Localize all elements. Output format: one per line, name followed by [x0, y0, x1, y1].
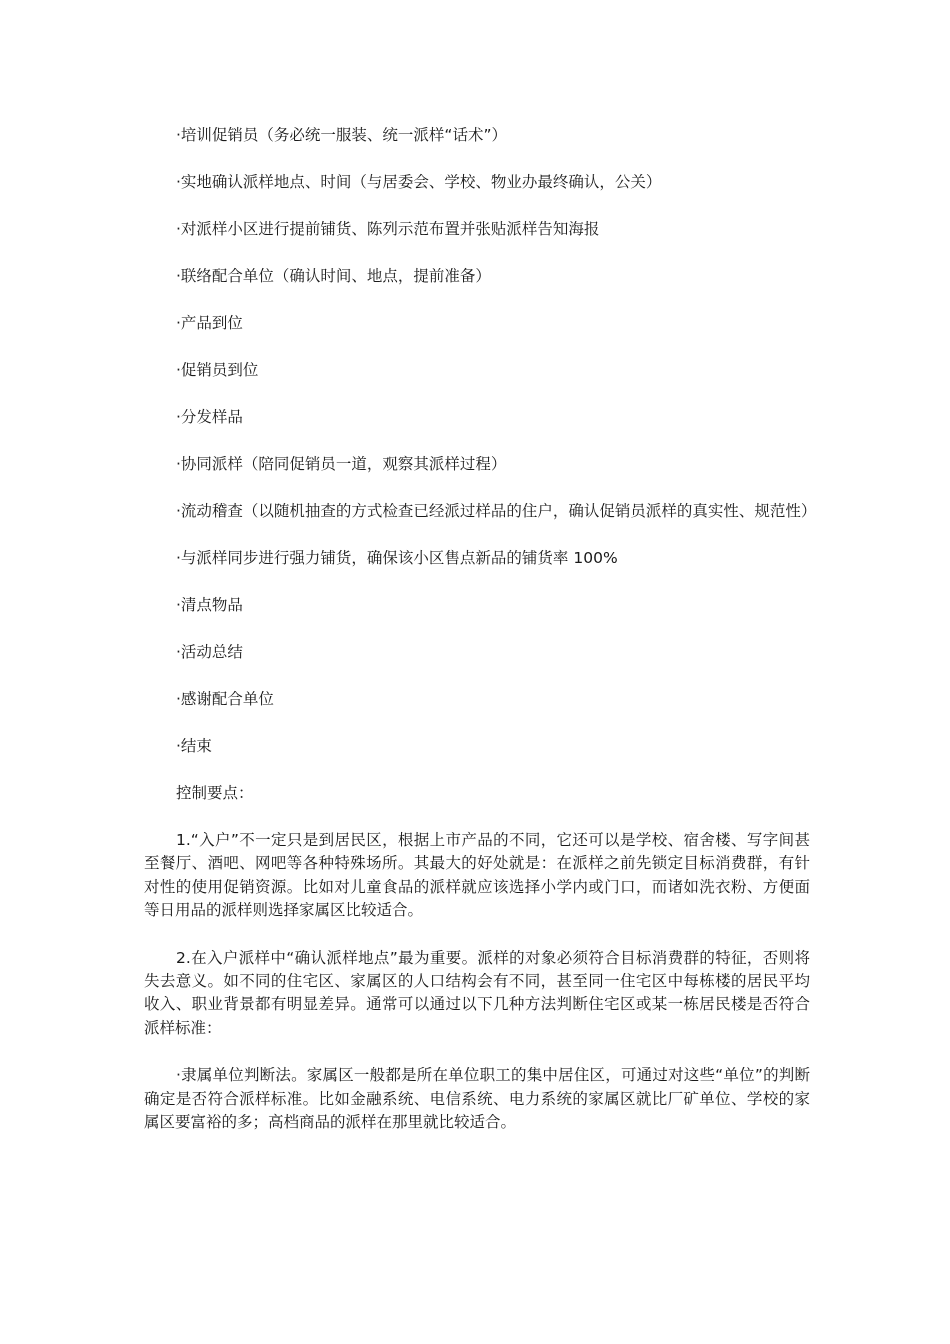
- step-item: ·清点物品: [176, 596, 243, 614]
- step-item: ·联络配合单位（确认时间、地点，提前准备）: [176, 267, 491, 285]
- step-item: ·分发样品: [176, 408, 243, 426]
- step-item: ·与派样同步进行强力铺货，确保该小区售点新品的铺货率 100%: [176, 549, 618, 567]
- step-item: ·结束: [176, 737, 212, 755]
- step-item: ·感谢配合单位: [176, 690, 274, 708]
- body-paragraph: ·隶属单位判断法。家属区一般都是所在单位职工的集中居住区，可通过对这些“单位”的判断确定是否符合派样标准。比如金融系统、电信系统、电力系统的家属区就比厂矿单位、学校的家属区要富裕的多；高档商品的派样在那里就比较适合。: [144, 1066, 810, 1132]
- document-body: [144, 124, 817, 1158]
- step-item: ·培训促销员（务必统一服装、统一派样“话术”）: [176, 126, 507, 144]
- body-paragraph: 2.在入户派样中“确认派样地点”最为重要。派样的对象必须符合目标消费群的特征，否则将失去意义。如不同的住宅区、家属区的人口结构会有不同，甚至同一住宅区中每栋楼的居民平均收入、职业背景都有明显差异。通常可以通过以下几种方法判断住宅区或某一栋居民楼是否符合派样标准：: [144, 948, 810, 1037]
- step-item: ·对派样小区进行提前铺货、陈列示范布置并张贴派样告知海报: [176, 220, 600, 238]
- step-item: ·协同派样（陪同促销员一道，观察其派样过程）: [176, 455, 507, 473]
- step-item: ·流动稽查（以随机抽查的方式检查已经派过样品的住户，确认促销员派样的真实性、规范性）: [176, 502, 817, 520]
- body-paragraph: 1.“入户”不一定只是到居民区，根据上市产品的不同，它还可以是学校、宿舍楼、写字间甚至餐厅、酒吧、网吧等各种特殊场所。其最大的好处就是：在派样之前先锁定目标消费群，有针对性的使用促销资源。比如对儿童食品的派样就应该选择小学内或门口，而诸如洗衣粉、方便面等日用品的派样则选择家属区比较适合。: [144, 831, 810, 920]
- step-item: ·实地确认派样地点、时间（与居委会、学校、物业办最终确认，公关）: [176, 173, 662, 191]
- step-item: ·促销员到位: [176, 361, 259, 379]
- step-item: ·活动总结: [176, 643, 243, 661]
- step-item: ·产品到位: [176, 314, 243, 332]
- control-points-heading: 控制要点：: [176, 784, 254, 802]
